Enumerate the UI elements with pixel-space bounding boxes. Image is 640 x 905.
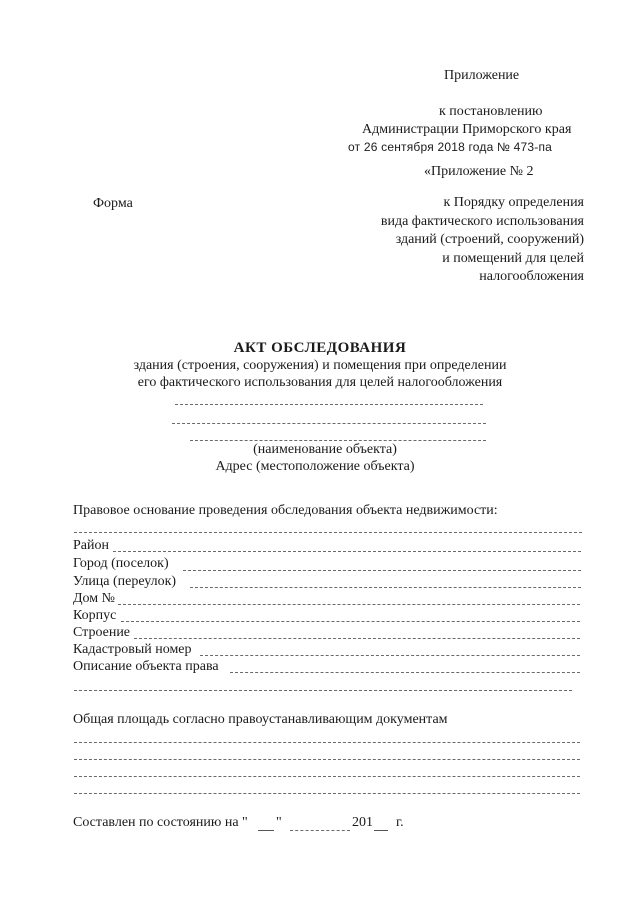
resolution-label: к постановлению — [439, 104, 543, 119]
procedure-line: зданий (строений, сооружений) — [395, 232, 584, 247]
cadastral-label: Кадастровый номер — [73, 642, 192, 657]
cadastral-field[interactable] — [200, 655, 580, 656]
compiled-quote: " — [276, 815, 282, 830]
procedure-line: вида фактического использования — [380, 213, 584, 229]
city-field[interactable] — [183, 570, 581, 571]
district-field[interactable] — [113, 551, 581, 552]
address-caption: Адрес (местоположение объекта) — [215, 459, 415, 474]
legal-basis-line[interactable] — [74, 532, 582, 533]
house-label: Дом № — [73, 591, 115, 606]
compiled-year-field[interactable] — [374, 830, 388, 831]
street-field[interactable] — [190, 587, 581, 588]
object-name-line — [190, 440, 486, 441]
description-label: Описание объекта права — [73, 659, 219, 674]
procedure-block — [345, 194, 584, 287]
total-area-line[interactable] — [74, 759, 580, 760]
procedure-line: к Порядку определения — [443, 195, 584, 210]
appendix-label: Приложение — [444, 68, 520, 83]
procedure-line: и помещений для целей — [442, 250, 584, 266]
street-label: Улица (переулок) — [73, 574, 177, 589]
act-subtitle-1: здания (строения, сооружения) и помещения при определении — [133, 358, 507, 373]
structure-label: Строение — [73, 625, 131, 640]
total-area-label: Общая площадь согласно правоустанавливающим документам — [73, 712, 448, 727]
description-field[interactable] — [230, 672, 580, 673]
building-field[interactable] — [121, 621, 580, 622]
compiled-month-field[interactable] — [290, 830, 350, 831]
act-title: АКТ ОБСЛЕДОВАНИЯ — [233, 340, 407, 356]
compiled-year-prefix: 201 — [352, 815, 373, 830]
district-label: Район — [73, 538, 109, 553]
structure-field[interactable] — [134, 638, 580, 639]
administration-label: Администрации Приморского края — [362, 122, 572, 137]
compiled-day-field[interactable] — [258, 830, 274, 831]
appendix-2-label: «Приложение № 2 — [424, 164, 534, 179]
act-subtitle-2: его фактического использования для целей налогообложения — [137, 375, 503, 390]
object-name-caption: (наименование объекта) — [253, 442, 397, 457]
total-area-line[interactable] — [74, 776, 580, 777]
compiled-label: Составлен по состоянию на " — [73, 815, 248, 830]
description-line[interactable] — [74, 690, 572, 691]
compiled-year-suffix: г. — [396, 815, 404, 830]
date-number-stamp: от 26 сентября 2018 года № 473-па — [348, 140, 553, 154]
total-area-line[interactable] — [74, 742, 580, 743]
object-name-line — [175, 404, 483, 405]
building-label: Корпус — [73, 608, 117, 623]
object-name-line — [172, 423, 486, 424]
total-area-line[interactable] — [74, 793, 580, 794]
city-label: Город (поселок) — [73, 556, 169, 571]
form-label: Форма — [93, 196, 133, 211]
legal-basis-label: Правовое основание проведения обследования объекта недвижимости: — [73, 503, 498, 518]
house-field[interactable] — [118, 604, 580, 605]
procedure-line: налогообложения — [479, 269, 584, 284]
